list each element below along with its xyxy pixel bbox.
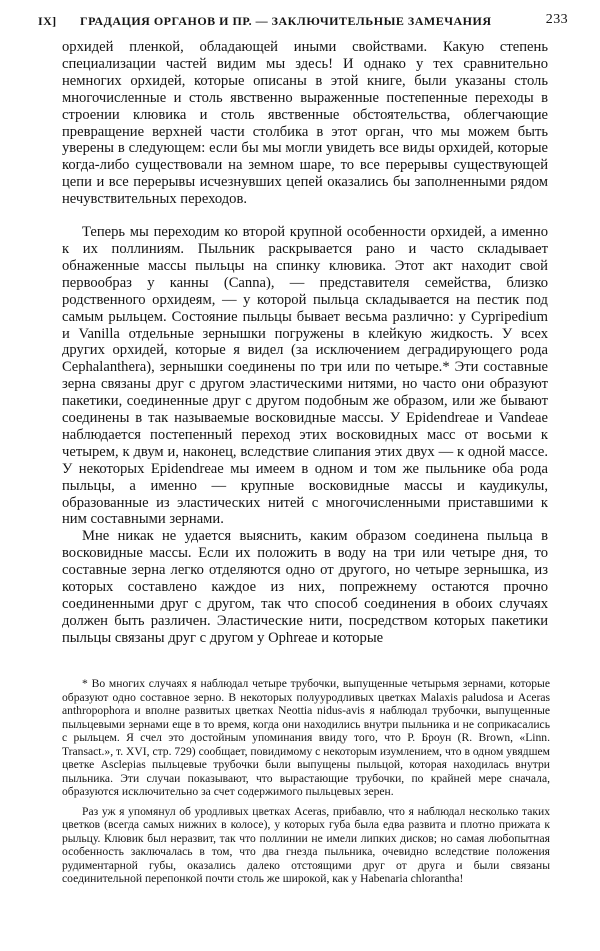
running-title: ГРАДАЦИЯ ОРГАНОВ И ПР. — ЗАКЛЮЧИТЕЛЬНЫЕ ЗАМЕЧАНИЯ: [80, 14, 492, 28]
paragraph: Мне никак не удается выяснить, каким образом соединена пыльца в восковидные массы. Если их положить в воду на три или четыре дня, то составные зерна легко отделяются одно от другого, но четыре зернышка, из которых составлено каждое из них, попрежнему остаются прочно соединенными друг с другом, так что способ соединения в обоих случаях должен быть различен. Эластические нити, посредством которых пакетики пыльцы связаны друг с другом у Ophreae и которые: [62, 528, 548, 646]
footnotes: [62, 677, 550, 886]
footnote: * Во многих случаях я наблюдал четыре трубочки, выпущенные четырьмя зернами, которые образуют одно составное зерно. В некоторых полууродливых цветках Malaxis paludosa и Aceras anthropophora и вполне развитых цветках Neottia nidus-avis я наблюдал трубочки, выпущенные пыльцевыми зернами еще в то время, когда они находились внутри пыльника и не соприкасались с рыльцем. Я счел это достойным упоминания ввиду того, что Р. Броун (R. Brown, «Linn. Transact.», т. XVI, стр. 729) сообщает, повидимому с некоторым изумлением, что в одном увядшем цветке Asclepias пыльцевые трубочки были выпущены пыльцой, которая находилась внутри пыльника. Эти случаи показывают, что вырастающие трубочки, по крайней мере сначала, образуются исключительно за счет содержимого пыльцевых зерен.: [62, 677, 550, 798]
footnote: Раз уж я упомянул об уродливых цветках Aceras, прибавлю, что я наблюдал несколько таких цветков (всегда самых нижних в колосе), у которых губа была едва развита и плотно прижата к рыльцу. Клювик был неразвит, так что поллинии не имели липких дисков; но самая любопытная особенность заключалась в том, что два гнезда пыльника, очевидно вследствие положения рудиментарной губы, оказались далеко отстоящими друг от друга и были связаны соединительной перепонкой почти столь же широкой, как у Habenaria chlorantha!: [62, 804, 550, 885]
main-text: [62, 39, 548, 647]
running-header: [38, 12, 568, 32]
paragraph: орхидей пленкой, обладающей иными свойствами. Какую степень специализации частей видим мы здесь! И однако у тех сравнительно немногих орхидей, которые описаны в этой книге, были указаны столь многочисленные и столь явственно выраженные постепенные переходы в строении клювика и столь явственные обстоятельства, облегчающие превращение верхней части столбика в этот орган, что мы можем быть уверены в следующем: если бы мы могли увидеть все виды орхидей, которые когда-либо существовали на земном шаре, то все перерывы существующей цепи и все перерывы исчезнувших цепей оказались бы заполненными рядом нечувствительных переходов.: [62, 39, 548, 208]
chapter-number: IX]: [38, 14, 57, 28]
paragraph: Теперь мы переходим ко второй крупной особенности орхидей, а именно к их поллиниям. Пыльник раскрывается рано и часто складывает обнаженные массы пыльцы на спинку клювика. Этот акт находит свой первообраз у канны (Canna), — представителя семейства, близко родственного орхидеям, — у которой пыльца складывается на пестик под самым рыльцем. Состояние пыльцы бывает весьма различно: у Cypripedium и Vanilla отдельные зернышки погружены в клейкую жидкость. У всех других орхидей, которые я видел (за исключением деградирующего рода Cephalanthera), зернышки соединены по три или по четыре.* Эти составные зерна связаны друг с другом эластическими нитями, но часто они образуют пакетики, соединенные друг с другом подобным же образом, или же бывают соединены в так называемые восковидные массы. У Epidendreae и Vandeae наблюдается постепенный переход этих восковидных масс от восьми к четырем, к двум и, наконец, вследствие слипания этих двух — к одной массе. У некоторых Epidendreae мы имеем в одном и том же пыльнике оба рода пыльцы, а именно — крупные восковидные массы и каудикулы, образованные из эластических нитей с многочисленными приставшими к ним составными зернами.: [62, 224, 548, 528]
page-number: 233: [545, 12, 568, 27]
